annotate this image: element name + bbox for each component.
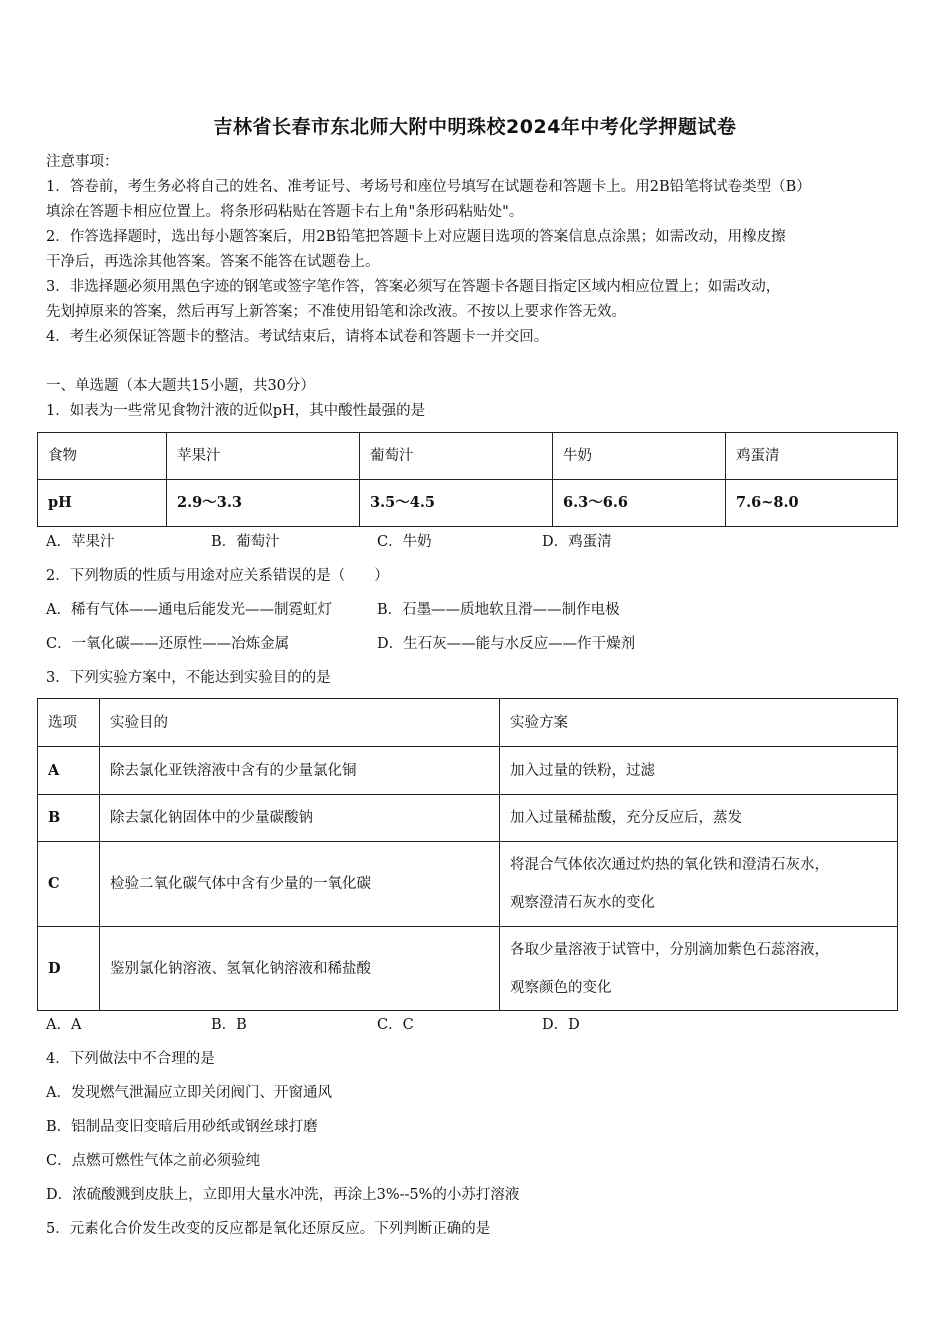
table-row — [38, 927, 898, 1011]
table-cell: 除去氯化钠固体中的少量碳酸钠 — [100, 795, 500, 842]
question-2-options-row1 — [46, 600, 906, 620]
option-d[interactable]: D．D — [542, 1017, 580, 1033]
table-cell: C — [38, 842, 100, 927]
food-ph-table — [37, 432, 898, 527]
plan-line: 各取少量溶液于试管中，分别滴加紫色石蕊溶液， — [510, 941, 829, 958]
table-cell: 葡萄汁 — [360, 433, 553, 480]
option-b[interactable]: B．B — [211, 1017, 247, 1033]
question-2-options-row2 — [46, 634, 906, 654]
option-b[interactable]: B．葡萄汁 — [211, 534, 280, 550]
notice-line: 填涂在答题卡相应位置上。将条形码粘贴在答题卡右上角"条形码粘贴处"。 — [46, 204, 524, 220]
table-cell: 牛奶 — [553, 433, 726, 480]
option-c[interactable]: C．点燃可燃性气体之前必须验纯 — [46, 1153, 261, 1169]
table-cell: 选项 — [38, 699, 100, 747]
option-a[interactable]: A．A — [46, 1017, 82, 1033]
plan-line: 观察澄清石灰水的变化 — [510, 895, 655, 911]
table-cell: pH — [38, 480, 167, 527]
question-4-stem: 4．下列做法中不合理的是 — [46, 1051, 215, 1067]
table-row — [38, 747, 898, 795]
table-cell: B — [38, 795, 100, 842]
table-cell: 3.5～4.5 — [360, 480, 553, 527]
table-cell — [500, 842, 898, 927]
option-a[interactable]: A．发现燃气泄漏应立即关闭阀门、开窗通风 — [46, 1085, 332, 1101]
question-5-stem: 5．元素化合价发生改变的反应都是氧化还原反应。下列判断正确的是 — [46, 1221, 491, 1237]
table-cell: D — [38, 927, 100, 1011]
notice-line: 先划掉原来的答案，然后再写上新答案；不准使用铅笔和涂改液。不按以上要求作答无效。 — [46, 304, 626, 320]
option-d[interactable]: D．生石灰——能与水反应——作干燥剂 — [377, 636, 636, 652]
question-3-options — [46, 1015, 906, 1035]
notice-heading: 注意事项： — [46, 154, 119, 170]
table-cell: 苹果汁 — [167, 433, 360, 480]
table-cell: 食物 — [38, 433, 167, 480]
table-cell: 除去氯化亚铁溶液中含有的少量氯化铜 — [100, 747, 500, 795]
option-d[interactable]: D．鸡蛋清 — [542, 534, 612, 550]
table-cell: 鸡蛋清 — [726, 433, 898, 480]
table-cell: 6.3～6.6 — [553, 480, 726, 527]
table-cell — [500, 927, 898, 1011]
table-row — [38, 795, 898, 842]
option-a[interactable]: A．稀有气体——通电后能发光——制霓虹灯 — [46, 602, 332, 618]
table-cell: 实验方案 — [500, 699, 898, 747]
option-c[interactable]: C．一氧化碳——还原性——冶炼金属 — [46, 636, 290, 652]
option-a[interactable]: A．苹果汁 — [46, 534, 115, 550]
option-d[interactable]: D．浓硫酸溅到皮肤上，立即用大量水冲洗，再涂上3%--5%的小苏打溶液 — [46, 1187, 520, 1203]
section-heading: 一、单选题（本大题共15小题，共30分） — [46, 378, 315, 394]
notice-line: 4．考生必须保证答题卡的整洁。考试结束后，请将本试卷和答题卡一并交回。 — [46, 329, 549, 345]
option-b[interactable]: B．铝制品变旧变暗后用砂纸或钢丝球打磨 — [46, 1119, 318, 1135]
table-cell: 实验目的 — [100, 699, 500, 747]
plan-line: 将混合气体依次通过灼热的氧化铁和澄清石灰水， — [510, 857, 829, 873]
table-cell: 2.9～3.3 — [167, 480, 360, 527]
page-title: 吉林省长春市东北师大附中明珠校2024年中考化学押题试卷 — [213, 116, 737, 138]
table-cell: 加入过量稀盐酸，充分反应后，蒸发 — [500, 795, 898, 842]
notice-line: 干净后，再选涂其他答案。答案不能答在试题卷上。 — [46, 254, 380, 270]
question-1-options — [46, 532, 906, 552]
option-c[interactable]: C．C — [377, 1017, 414, 1033]
notice-line: 2．作答选择题时，选出每小题答案后，用2B铅笔把答题卡上对应题目选项的答案信息点涂黑；如需改动，用橡皮擦 — [46, 229, 786, 245]
option-c[interactable]: C．牛奶 — [377, 534, 432, 550]
table-cell: 加入过量的铁粉，过滤 — [500, 747, 898, 795]
table-cell: 检验二氧化碳气体中含有少量的一氧化碳 — [100, 842, 500, 927]
option-b[interactable]: B．石墨——质地软且滑——制作电极 — [377, 602, 620, 618]
notice-line: 1．答卷前，考生务必将自己的姓名、准考证号、考场号和座位号填写在试题卷和答题卡上。用2B铅笔将试卷类型（B） — [46, 179, 811, 195]
plan-line: 观察颜色的变化 — [510, 979, 612, 996]
question-2-stem: 2．下列物质的性质与用途对应关系错误的是（ ） — [46, 568, 389, 584]
table-cell: 鉴别氯化钠溶液、氢氧化钠溶液和稀盐酸 — [100, 927, 500, 1011]
table-cell: 7.6~8.0 — [726, 480, 898, 527]
table-row — [38, 842, 898, 927]
question-3-stem: 3．下列实验方案中，不能达到实验目的的是 — [46, 670, 331, 686]
table-cell: A — [38, 747, 100, 795]
question-1-stem: 1．如表为一些常见食物汁液的近似pH，其中酸性最强的是 — [46, 403, 426, 419]
notice-line: 3．非选择题必须用黑色字迹的钢笔或签字笔作答，答案必须写在答题卡各题目指定区域内相应位置上；如需改动， — [46, 279, 781, 295]
experiment-table — [37, 698, 898, 1011]
